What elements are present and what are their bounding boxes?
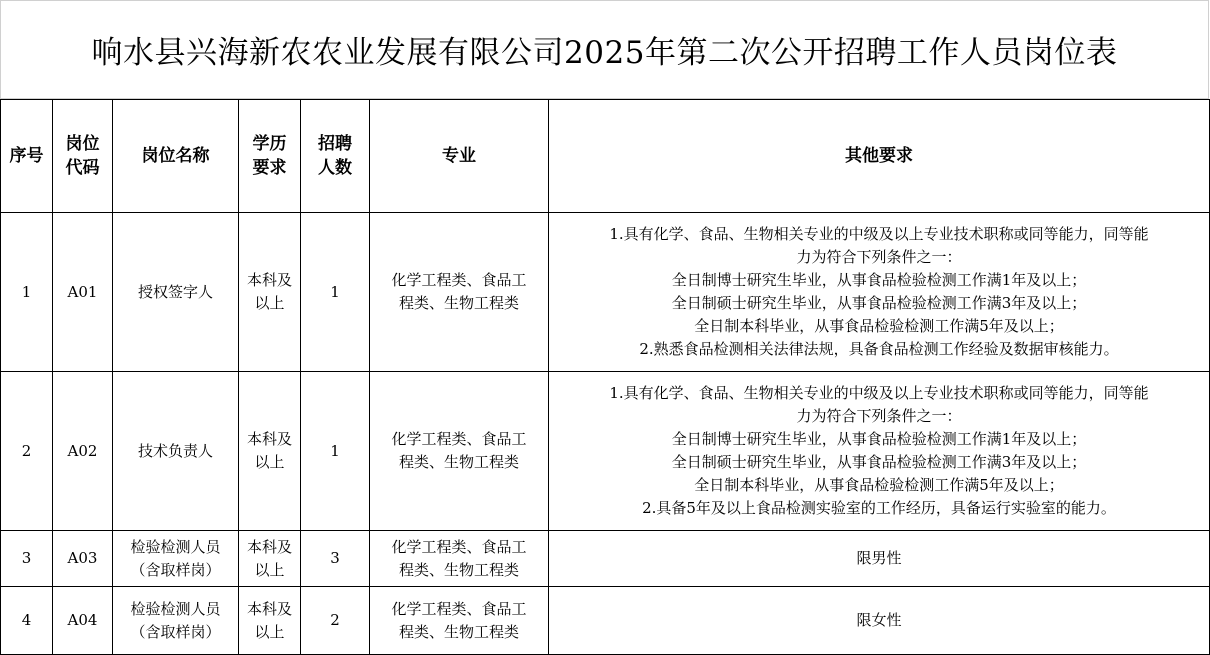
cell-major [370,531,549,587]
requirement-line: 全日制博士研究生毕业，从事食品检验检测工作满1年及以上； [671,271,1087,289]
table-row [1,587,1210,655]
cell-seq [1,372,53,531]
major-line1: 化学工程类、食品工 [391,537,527,556]
cell-other-requirements [549,587,1210,655]
edu-line1: 本科及 [246,599,292,618]
code-text: A01 [67,282,98,301]
requirement-line: 全日制硕士研究生毕业，从事食品检验检测工作满3年及以上； [671,294,1087,312]
cell-other-requirements [549,213,1210,372]
header-code-line2: 代码 [65,158,100,178]
header-count [301,100,370,213]
seq-text: 1 [21,282,32,301]
header-edu-line2: 要求 [252,158,287,178]
seq-text: 2 [21,441,32,460]
code-text: A02 [67,441,98,460]
cell-code [53,213,113,372]
cell-code [53,372,113,531]
cell-code [53,587,113,655]
cell-name [113,587,239,655]
requirement-line: 力为符合下列条件之一： [796,248,962,266]
cell-other-requirements [549,531,1210,587]
requirement-line: 2.熟悉食品检测相关法律法规，具备食品检测工作经验及数据审核能力。 [639,340,1119,358]
header-name: 岗位名称 [113,100,239,213]
page-title: 响水县兴海新农农业发展有限公司2025年第二次公开招聘工作人员岗位表 [0,0,1209,99]
cell-major [370,213,549,372]
cell-code [53,531,113,587]
cell-edu [239,213,301,372]
count-text: 1 [330,441,340,460]
cell-seq [1,213,53,372]
cell-name [113,531,239,587]
header-count-line2: 人数 [318,158,352,178]
cell-count [301,372,370,531]
edu-line2: 以上 [254,453,285,471]
edu-line2: 以上 [254,622,285,641]
edu-line1: 本科及 [246,537,292,556]
code-text: A03 [67,549,98,567]
table-row [1,531,1210,587]
positions-table [0,99,1210,655]
header-code [53,100,113,213]
seq-text: 3 [21,549,32,567]
header-code-line1: 岗位 [65,134,100,154]
header-other: 其他要求 [549,100,1210,213]
major-line2: 程类、生物工程类 [398,294,519,312]
requirement-line: 限男性 [856,549,902,567]
requirement-line: 全日制博士研究生毕业，从事食品检验检测工作满1年及以上； [671,430,1087,448]
major-line2: 程类、生物工程类 [398,622,519,641]
cell-major [370,587,549,655]
count-text: 3 [330,549,340,567]
major-line2: 程类、生物工程类 [398,560,519,579]
edu-line1: 本科及 [246,430,292,448]
major-line1: 化学工程类、食品工 [391,430,527,448]
major-line2: 程类、生物工程类 [398,453,519,471]
header-major: 专业 [370,100,549,213]
cell-count [301,213,370,372]
name-line2: （含取样岗） [130,622,221,641]
cell-edu [239,531,301,587]
requirement-line: 1.具有化学、食品、生物相关专业的中级及以上专业技术职称或同等能力，同等能 [609,225,1149,243]
requirement-line: 限女性 [856,611,902,629]
cell-count [301,587,370,655]
edu-line2: 以上 [254,560,285,579]
name-line1: 授权签字人 [137,282,213,301]
name-line1: 技术负责人 [137,441,213,460]
name-line1: 检验检测人员 [130,599,221,618]
cell-name [113,372,239,531]
edu-line1: 本科及 [246,271,292,289]
count-text: 1 [330,282,340,301]
requirement-line: 全日制本科毕业，从事食品检验检测工作满5年及以上； [694,476,1064,494]
cell-name [113,213,239,372]
table-row [1,213,1210,372]
name-line1: 检验检测人员 [130,537,221,556]
major-line1: 化学工程类、食品工 [391,271,527,289]
cell-seq [1,531,53,587]
cell-other-requirements [549,372,1210,531]
header-seq: 序号 [1,100,53,213]
header-edu [239,100,301,213]
seq-text: 4 [21,611,32,629]
edu-line2: 以上 [254,294,285,312]
requirement-line: 2.具备5年及以上食品检测实验室的工作经历，具备运行实验室的能力。 [642,499,1116,517]
header-row [1,100,1210,213]
major-line1: 化学工程类、食品工 [391,599,527,618]
requirement-line: 全日制本科毕业，从事食品检验检测工作满5年及以上； [694,317,1064,335]
cell-edu [239,372,301,531]
header-edu-line1: 学历 [252,134,287,154]
header-count-line1: 招聘 [318,134,352,154]
cell-count [301,531,370,587]
name-line2: （含取样岗） [130,560,221,579]
table-row [1,372,1210,531]
requirement-line: 1.具有化学、食品、生物相关专业的中级及以上专业技术职称或同等能力，同等能 [609,384,1149,402]
cell-seq [1,587,53,655]
code-text: A04 [67,611,98,629]
cell-major [370,372,549,531]
count-text: 2 [330,611,340,629]
cell-edu [239,587,301,655]
requirement-line: 全日制硕士研究生毕业，从事食品检验检测工作满3年及以上； [671,453,1087,471]
requirement-line: 力为符合下列条件之一： [796,407,962,425]
